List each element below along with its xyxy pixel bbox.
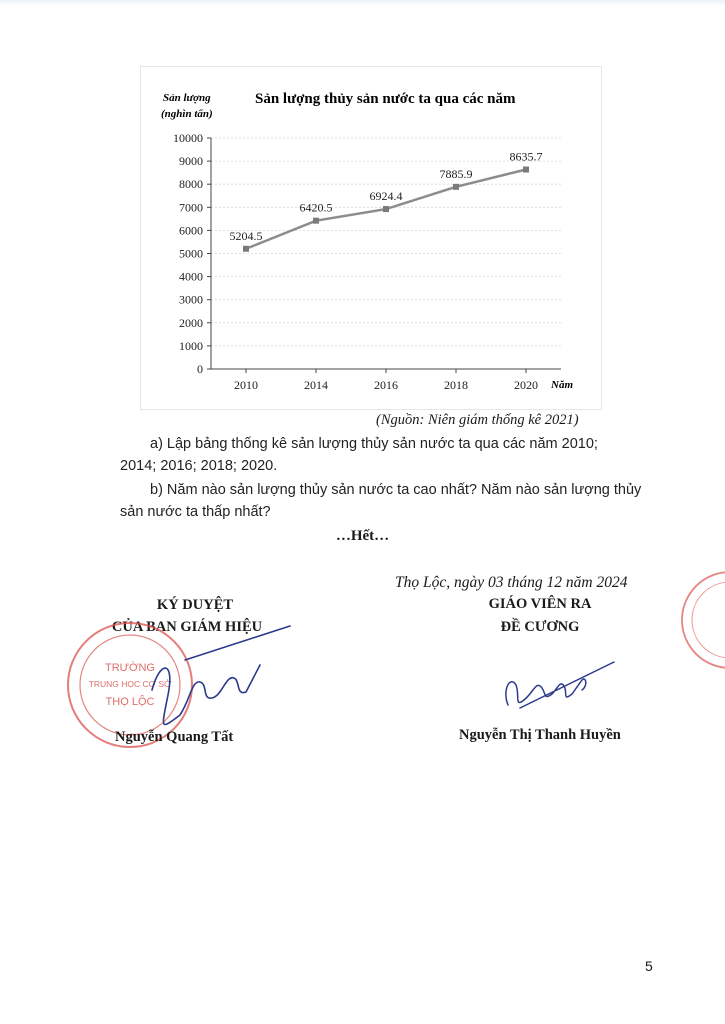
data-point xyxy=(243,246,249,252)
chart-title: Sản lượng thủy sản nước ta qua các năm xyxy=(255,91,516,107)
question-a: a) Lập bảng thống kê sản lượng thủy sản nước ta qua các năm 2010; 2014; 2016; 2018; 2020. xyxy=(120,436,598,474)
stamp-line-3: THỌ LỘC xyxy=(105,696,155,708)
page-number: 5 xyxy=(645,958,653,974)
data-label: 8635.7 xyxy=(509,149,543,164)
data-label: 6420.5 xyxy=(299,200,333,215)
y-tick-label: 4000 xyxy=(179,269,203,284)
chart-source: (Nguồn: Niên giám thống kê 2021) xyxy=(376,412,579,428)
right-signature-title: GIÁO VIÊN RA xyxy=(488,596,592,612)
data-label: 7885.9 xyxy=(439,166,473,181)
y-tick-label: 5000 xyxy=(179,246,203,261)
date-line: Thọ Lộc, ngày 03 tháng 12 năm 2024 xyxy=(395,574,628,591)
left-signature-subtitle: CỦA BAN GIÁM HIỆU xyxy=(111,619,263,635)
stamp-line-1: TRƯỜNG xyxy=(105,662,155,674)
y-tick-label: 3000 xyxy=(179,292,203,307)
end-marker: …Hết… xyxy=(335,528,390,544)
x-tick-label: 2010 xyxy=(234,378,258,392)
line-chart xyxy=(140,66,602,410)
data-point xyxy=(523,167,529,173)
x-tick-label: 2018 xyxy=(444,378,468,392)
x-tick-label: 2014 xyxy=(304,378,328,392)
y-tick-label: 6000 xyxy=(179,223,203,238)
y-tick-label: 8000 xyxy=(179,177,203,192)
y-axis-unit: (nghìn tấn) xyxy=(161,108,213,120)
y-axis-label: Sản lượng xyxy=(163,92,211,104)
right-signer-name: Nguyễn Thị Thanh Huyền xyxy=(459,727,621,743)
x-tick-label: 2016 xyxy=(374,378,398,392)
left-signature-scribble xyxy=(130,620,300,740)
y-tick-label: 2000 xyxy=(179,315,203,330)
data-point xyxy=(453,184,459,190)
data-label: 6924.4 xyxy=(369,189,403,204)
y-tick-label: 0 xyxy=(197,362,203,376)
y-tick-label: 1000 xyxy=(179,338,203,353)
right-signature-scribble xyxy=(490,650,630,720)
right-edge-stamp xyxy=(668,565,725,675)
right-signature-subtitle: ĐỀ CƯƠNG xyxy=(500,619,580,635)
question-b: b) Năm nào sản lượng thủy sản nước ta cao nhất? Năm nào sản lượng thủy sản nước ta thấp nhất? xyxy=(120,482,642,520)
stamp-line-2: TRUNG HỌC CƠ SỞ xyxy=(88,679,172,689)
data-point xyxy=(383,206,389,212)
y-tick-label: 10000 xyxy=(173,131,203,145)
y-tick-label: 7000 xyxy=(179,200,203,215)
data-label: 5204.5 xyxy=(229,228,263,243)
y-tick-label: 9000 xyxy=(179,154,203,169)
x-axis-label: Năm xyxy=(551,379,573,391)
data-point xyxy=(313,218,319,224)
x-tick-label: 2020 xyxy=(514,378,538,392)
page-top-edge xyxy=(0,0,725,6)
left-signature-title: KÝ DUYỆT xyxy=(156,597,234,613)
chart-svg xyxy=(141,67,601,409)
left-signer-name: Nguyễn Quang Tất xyxy=(115,729,234,745)
